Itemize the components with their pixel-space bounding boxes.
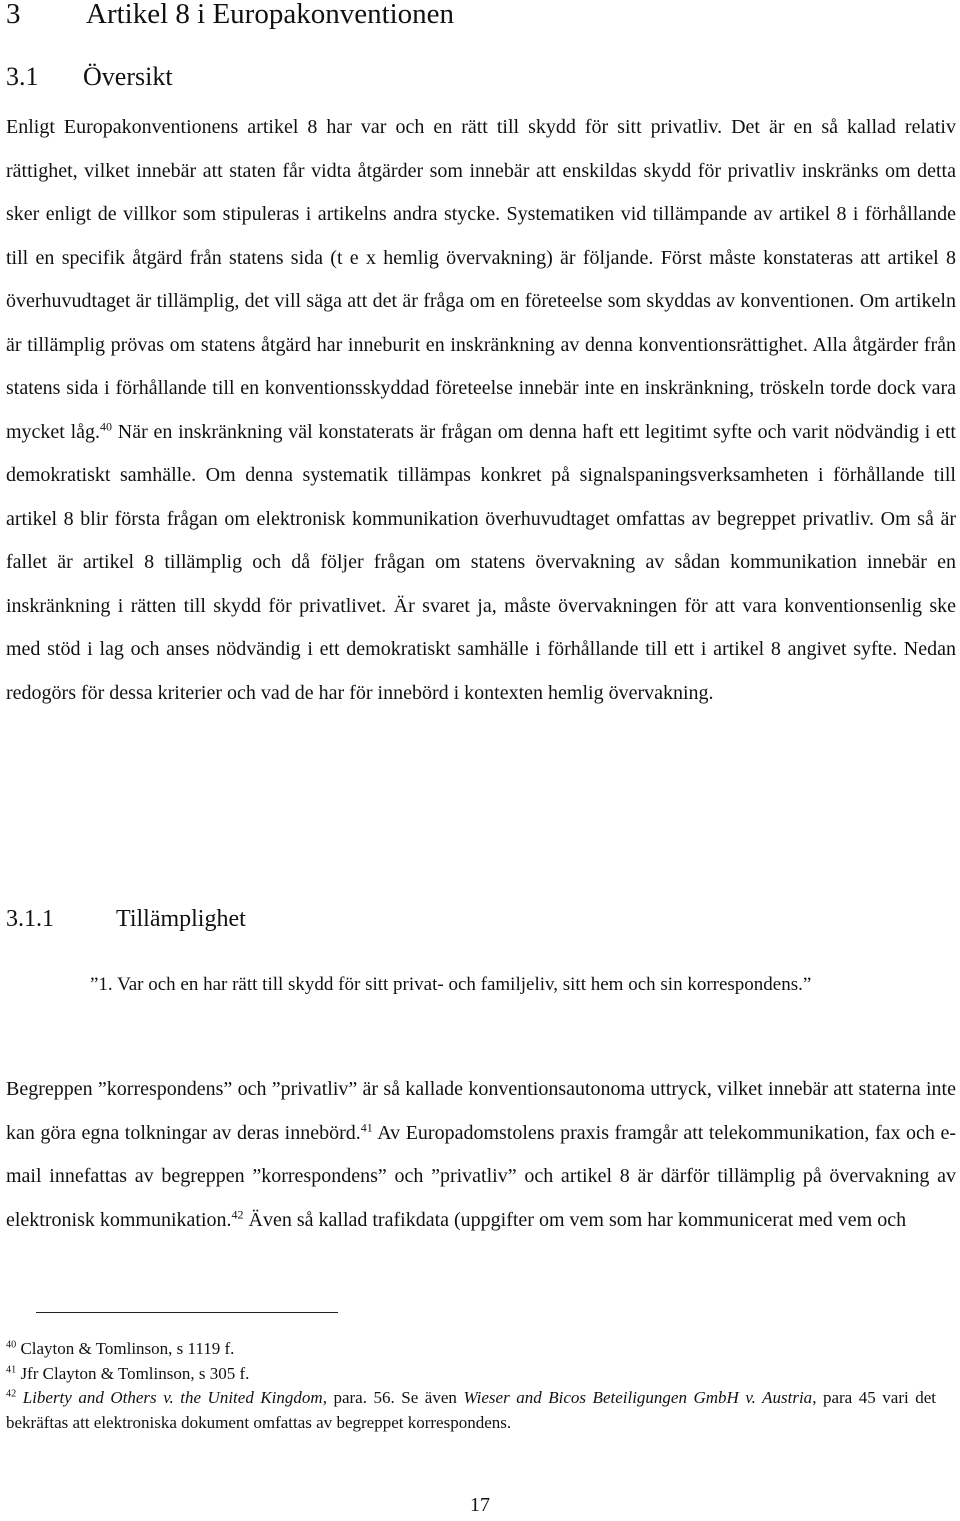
chapter-title: Artikel 8 i Europakonventionen [86, 0, 455, 30]
paragraph-text: Av Europadomstolens praxis framgår att telekommunikation, fax och e-mail innefattas av begreppen ”korrespondens” och ”privatliv” och artikel 8 är därför tillämplig på övervakning av elektronisk kommunikation. [6, 1121, 956, 1231]
footnote-reference[interactable]: 40 [100, 418, 113, 433]
footnote-text: , para 45 vari det bekräftas att elektroniska dokument omfattas av begreppet korrespondens. [6, 1388, 937, 1432]
chapter-heading [6, 0, 454, 31]
footnote-text: , para. 56. Se även [322, 1388, 464, 1407]
footnote-number: 41 [6, 1363, 17, 1375]
section-number: 3.1 [6, 62, 39, 91]
case-name: Wieser and Bicos Beteiligungen GmbH v. Austria [463, 1388, 813, 1407]
footnote-text: Jfr Clayton & Tomlinson, s 305 f. [16, 1363, 250, 1383]
footnote-number: 42 [6, 1388, 17, 1400]
footnote-reference[interactable]: 41 [360, 1119, 373, 1134]
footnote-number: 40 [6, 1339, 17, 1351]
case-name: Liberty and Others v. the United Kingdom [22, 1388, 323, 1407]
paragraph-text: Begreppen ”korrespondens” och ”privatliv” är så kallade konventionsautonoma uttryck, vilket innebär att staterna inte kan göra egna tolkningar av deras innebörd. [6, 1078, 956, 1144]
subsection-number: 3.1.1 [6, 906, 54, 932]
footnote-item [6, 1362, 936, 1387]
footnote-item [6, 1386, 936, 1435]
section-title: Översikt [83, 62, 173, 91]
applicability-paragraph [6, 1068, 956, 1242]
overview-paragraph [6, 106, 956, 715]
footnote-item [6, 1337, 936, 1362]
footnote-divider [36, 1312, 338, 1313]
footnote-text: Clayton & Tomlinson, s 1119 f. [16, 1339, 235, 1358]
chapter-number: 3 [6, 0, 21, 30]
footnotes [6, 1337, 936, 1435]
subsection-heading [6, 906, 246, 933]
article-quote: ”1. Var och en har rätt till skydd för sitt privat- och familjeliv, sitt hem och sin korrespondens.” [90, 974, 812, 995]
subsection-title: Tillämplighet [116, 906, 246, 932]
page-number: 17 [470, 1494, 490, 1516]
paragraph-text: Enligt Europakonventionens artikel 8 har var och en rätt till skydd för sitt privatliv. Det är en så kallad relativ rättighet, vilket innebär att staten får vidta åtgärder som innebär att enskildas skydd för privatliv inskränks om detta sker enligt de villkor som stipuleras i artikelns andra stycke. Systematiken vid tillämpande av artikel 8 i förhållande till en specifik åtgärd från statens sida (t e x hemlig övervakning) är följande. Först måste konstateras att artikel 8 överhuvudtaget är tillämplig, det vill säga att det är fråga om en företeelse som skyddas av konventionen. Om artikeln är tillämplig prövas om statens åtgärd har inneburit en inskränkning av denna konventionsrättighet. Alla åtgärder från statens sida i förhållande till en konventionsskyddad företeelse innebär inte en inskränkning, tröskeln torde dock vara mycket låg. [6, 116, 956, 443]
paragraph-text: När en inskränkning väl konstaterats är frågan om denna haft ett legitimt syfte och varit nödvändig i ett demokratiskt samhälle. Om denna systematik tillämpas konkret på signalspaningsverksamheten i förhållande till artikel 8 blir första frågan om elektronisk kommunikation överhuvudtaget omfattas av begreppet privatliv. Om så är fallet är artikel 8 tillämplig och då följer frågan om statens övervakning av sådan kommunikation innebär en inskränkning i rätten till skydd för privatlivet. Är svaret ja, måste övervakningen för att vara konventionsenlig ske med stöd i lag och anses nödvändig i ett demokratiskt samhälle i förhållande till ett i artikel 8 angivet syfte. Nedan redogörs för dessa kriterier och vad de har för innebörd i kontexten hemlig övervakning. [6, 420, 956, 704]
footnote-reference[interactable]: 42 [231, 1206, 244, 1221]
paragraph-text: Även så kallad trafikdata (uppgifter om vem som har kommunicerat med vem och [243, 1208, 907, 1231]
section-heading [6, 62, 173, 92]
